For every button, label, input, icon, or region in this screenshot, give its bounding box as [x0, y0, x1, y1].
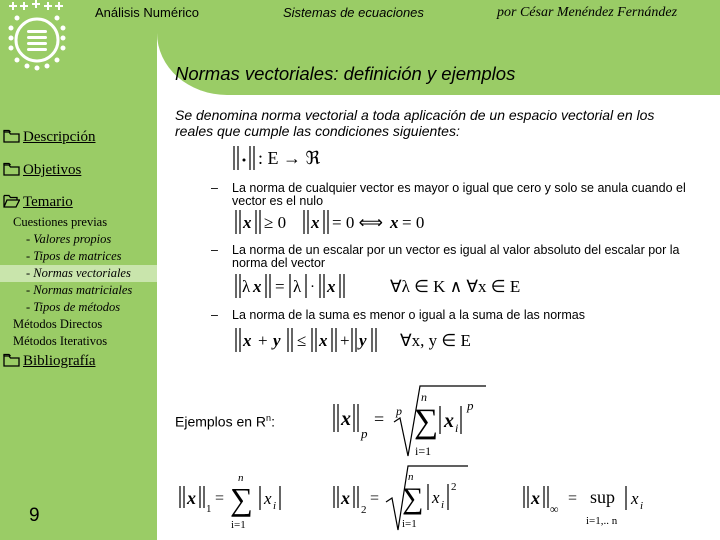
subscript-i: i [455, 421, 459, 435]
nav-label: Objetivos [23, 162, 82, 178]
condition-text: La norma de la suma es menor o igual a la suma de las normas [232, 308, 585, 322]
nav-label: Temario [23, 194, 73, 210]
formula-norm-definition [230, 142, 340, 174]
subscript-i: i [441, 499, 445, 511]
var-lambda: λ [293, 277, 302, 296]
tree-item-label: Cuestiones previas [13, 215, 108, 229]
formula-text: = 0 [402, 213, 425, 232]
formula-1-norm [176, 470, 296, 532]
sup-range: i=1,.. n [586, 515, 618, 527]
examples-text: Ejemplos en R [175, 413, 267, 430]
author-name: por César Menéndez Fernández [497, 5, 678, 20]
subscript-1: 1 [206, 503, 212, 515]
nav-link-bibliografia[interactable] [3, 353, 95, 370]
sum-upper-n: n [238, 472, 244, 484]
formula-p-norm [330, 382, 490, 462]
formula-text: = [215, 490, 225, 507]
var-x: x [341, 488, 350, 508]
nav-link-objetivos[interactable] [3, 162, 81, 179]
sum-upper-n: n [421, 390, 427, 404]
var-x: x [187, 488, 196, 508]
tree-item-normas-vectoriales[interactable] [0, 265, 157, 282]
var-x: x [243, 331, 252, 350]
tree-item-valores-propios[interactable] [0, 231, 157, 248]
tree-item-label: - Tipos de matrices [26, 249, 122, 263]
subscript-i: i [273, 500, 277, 512]
formula-text: ∀λ ∈ K ∧ ∀x ∈ E [390, 277, 521, 296]
var-x: x [311, 213, 320, 232]
definition-text: Se denomina norma vectorial a toda aplicación de un espacio vectorial en los reales que cumple las condiciones siguientes: [175, 107, 655, 139]
formula-2-norm [330, 462, 470, 534]
examples-label [175, 413, 275, 430]
formula-text: ≥ 0 [264, 213, 287, 232]
formula-infinity-norm [520, 476, 660, 532]
folder-icon [3, 162, 20, 176]
subscript-infinity: ∞ [550, 502, 559, 516]
sum-upper-n: n [408, 471, 414, 483]
sigma-symbol: ∑ [402, 482, 424, 515]
var-x: x [243, 213, 252, 232]
page-number: 9 [29, 505, 40, 526]
folder-icon [3, 129, 20, 143]
tree-item-label: - Normas matriciales [26, 283, 133, 297]
formula-text: ≤ [297, 331, 307, 350]
tree-item-normas-matriciales[interactable] [0, 282, 157, 299]
formula-text: + [258, 331, 268, 350]
sigma-symbol: ∑ [230, 481, 253, 517]
tree-item-metodos-directos[interactable] [0, 316, 157, 333]
tree-item-label: - Normas vectoriales [26, 266, 131, 280]
tree-item-label: Métodos Directos [13, 317, 103, 331]
sup-operator: sup [590, 487, 616, 507]
var-x: x [341, 408, 351, 430]
formula-text: + [340, 331, 350, 350]
formula-text: = 0 ⟺ [332, 213, 383, 232]
sum-lower-index: i=1 [231, 519, 246, 531]
tree-item-label: Métodos Iterativos [13, 334, 108, 348]
var-lambda: λ [242, 277, 251, 296]
nav-label: Descripción [23, 129, 96, 145]
nav-label: Bibliografía [23, 353, 96, 369]
var-x: x [432, 488, 440, 507]
tree-item-metodos-iterativos[interactable] [0, 333, 157, 350]
formula-text: = [370, 490, 380, 507]
examples-colon: : [271, 413, 275, 430]
subscript-p: p [361, 426, 368, 441]
formula-text: = [568, 490, 578, 507]
subscript-i: i [640, 500, 644, 512]
bullet-dash: – [211, 308, 218, 322]
slide-header [0, 0, 720, 24]
var-x: x [319, 331, 328, 350]
sigma-symbol: ∑ [414, 403, 439, 440]
condition-text: La norma de cualquier vector es mayor o igual que cero y solo se anula cuando el vector es el nulo [232, 181, 686, 208]
var-y: y [273, 331, 281, 350]
tree-item-label: - Valores propios [26, 232, 112, 246]
var-x: x [531, 488, 540, 508]
tree-item-tipos-de-matrices[interactable] [0, 248, 157, 265]
formula-text: : E → ℜ [258, 148, 321, 168]
bullet-dash: – [211, 181, 218, 195]
formula-text: = [374, 409, 385, 429]
formula-triangle-inequality [230, 324, 490, 356]
sum-lower-index: i=1 [402, 518, 417, 530]
folder-icon [3, 353, 20, 367]
course-name: Análisis Numérico [95, 5, 200, 20]
formula-text: ∀x, y ∈ E [400, 331, 471, 350]
var-x: x [253, 277, 262, 296]
tree-item-label: - Tipos de métodos [26, 300, 121, 314]
nav-link-descripcion[interactable] [3, 129, 95, 146]
slide-title: Normas vectoriales: definición y ejemplos [175, 63, 516, 84]
condition-text: La norma de un escalar por un vector es igual al valor absoluto del escalar por la norma del vector [232, 243, 680, 270]
var-x: x [631, 489, 639, 508]
formula-text: = [275, 277, 285, 296]
nav-link-temario[interactable] [3, 194, 73, 211]
var-x: x [327, 277, 336, 296]
examples-superscript: n [266, 413, 272, 423]
var-x: x [390, 213, 399, 232]
open-folder-icon [3, 194, 20, 208]
tree-item-cuestiones-previas[interactable] [0, 214, 157, 231]
topic-name: Sistemas de ecuaciones [283, 5, 424, 20]
sum-lower-index: i=1 [415, 444, 432, 458]
bullet-dash: – [211, 243, 218, 257]
formula-non-negativity [230, 206, 450, 238]
power-p: p [467, 398, 474, 413]
root-index-p: p [396, 404, 402, 418]
var-y: y [359, 331, 367, 350]
var-x: x [264, 489, 272, 508]
formula-homogeneity [230, 270, 550, 302]
subscript-2: 2 [361, 504, 367, 516]
tree-item-tipos-de-metodos[interactable] [0, 299, 157, 316]
var-x: x [444, 410, 454, 432]
formula-text: · [310, 279, 315, 295]
power-2: 2 [451, 481, 457, 493]
